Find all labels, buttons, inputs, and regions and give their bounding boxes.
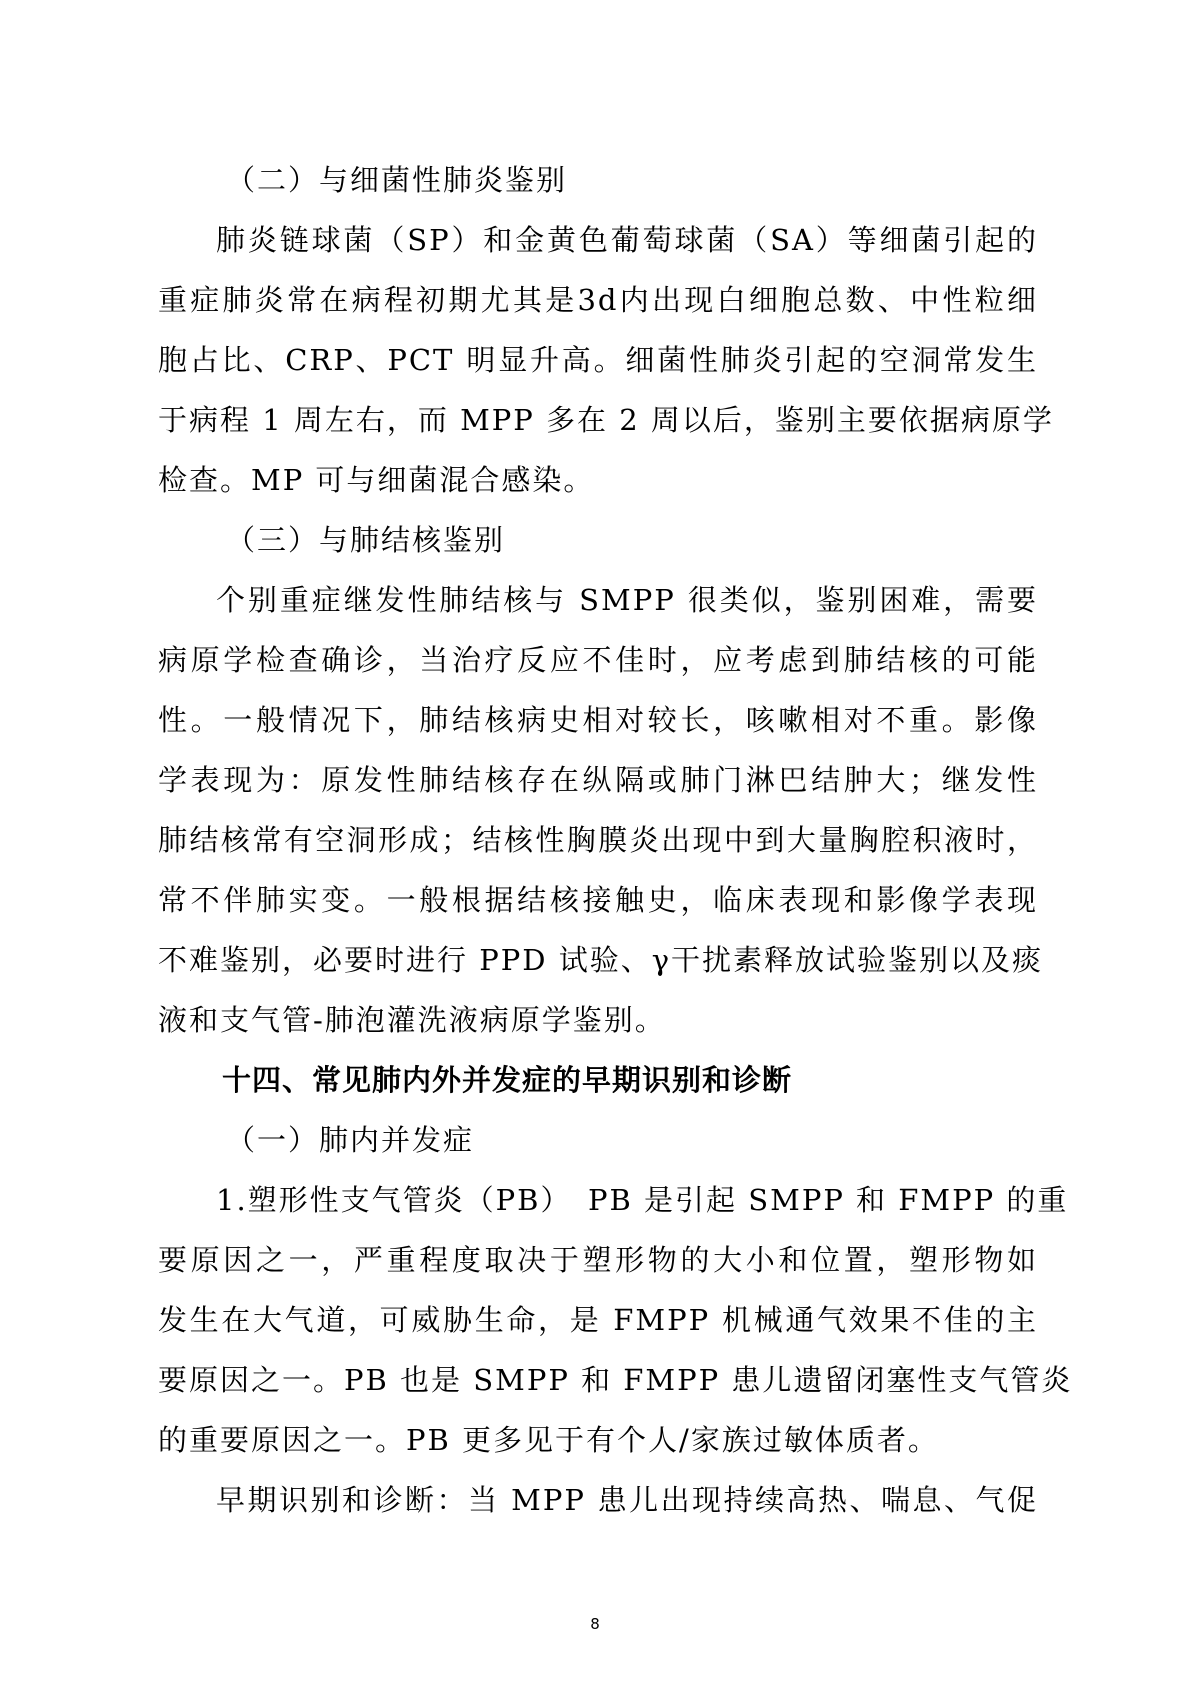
- paragraph-line: 发生在大气道，可威胁生命，是 FMPP 机械通气效果不佳的主: [158, 1303, 1038, 1337]
- paragraph-line: 的重要原因之一。PB 更多见于有个人/家族过敏体质者。: [158, 1423, 939, 1457]
- paragraph-line: 检查。MP 可与细菌混合感染。: [158, 463, 595, 497]
- paragraph-line: 早期识别和诊断：当 MPP 患儿出现持续高热、喘息、气促: [216, 1483, 1038, 1517]
- paragraph-line: 个别重症继发性肺结核与 SMPP 很类似，鉴别困难，需要: [216, 583, 1038, 617]
- paragraph-line: 胞占比、CRP、PCT 明显升高。细菌性肺炎引起的空洞常发生: [158, 343, 1038, 377]
- paragraph-line: 性。一般情况下，肺结核病史相对较长，咳嗽相对不重。影像: [158, 703, 1038, 737]
- paragraph-line: 要原因之一，严重程度取决于塑形物的大小和位置，塑形物如: [158, 1243, 1038, 1277]
- paragraph-line: 重症肺炎常在病程初期尤其是3d内出现白细胞总数、中性粒细: [158, 283, 1038, 317]
- paragraph-line: 学表现为：原发性肺结核存在纵隔或肺门淋巴结肿大；继发性: [158, 763, 1038, 797]
- paragraph-line: 肺结核常有空洞形成；结核性胸膜炎出现中到大量胸腔积液时，: [158, 823, 1038, 857]
- paragraph-line: 1.塑形性支气管炎（PB） PB 是引起 SMPP 和 FMPP 的重: [216, 1183, 1069, 1217]
- subheading-bacterial-pneumonia: （二）与细菌性肺炎鉴别: [226, 163, 568, 197]
- paragraph-line: 要原因之一。PB 也是 SMPP 和 FMPP 患儿遗留闭塞性支气管炎: [158, 1363, 1073, 1397]
- subheading-pulmonary-complications: （一）肺内并发症: [226, 1123, 475, 1157]
- paragraph-line: 病原学检查确诊，当治疗反应不佳时，应考虑到肺结核的可能: [158, 643, 1038, 677]
- subheading-tuberculosis: （三）与肺结核鉴别: [226, 523, 506, 557]
- paragraph-line: 肺炎链球菌（SP）和金黄色葡萄球菌（SA）等细菌引起的: [216, 223, 1038, 257]
- paragraph-line: 不难鉴别，必要时进行 PPD 试验、γ干扰素释放试验鉴别以及痰: [158, 943, 1044, 977]
- paragraph-line: 常不伴肺实变。一般根据结核接触史，临床表现和影像学表现: [158, 883, 1038, 917]
- paragraph-line: 于病程 1 周左右，而 MPP 多在 2 周以后，鉴别主要依据病原学: [158, 403, 1054, 437]
- paragraph-line: 液和支气管-肺泡灌洗液病原学鉴别。: [158, 1003, 666, 1037]
- section-heading-14: 十四、常见肺内外并发症的早期识别和诊断: [222, 1063, 793, 1097]
- page-number: 8: [590, 1615, 600, 1633]
- document-body: [158, 150, 1073, 1530]
